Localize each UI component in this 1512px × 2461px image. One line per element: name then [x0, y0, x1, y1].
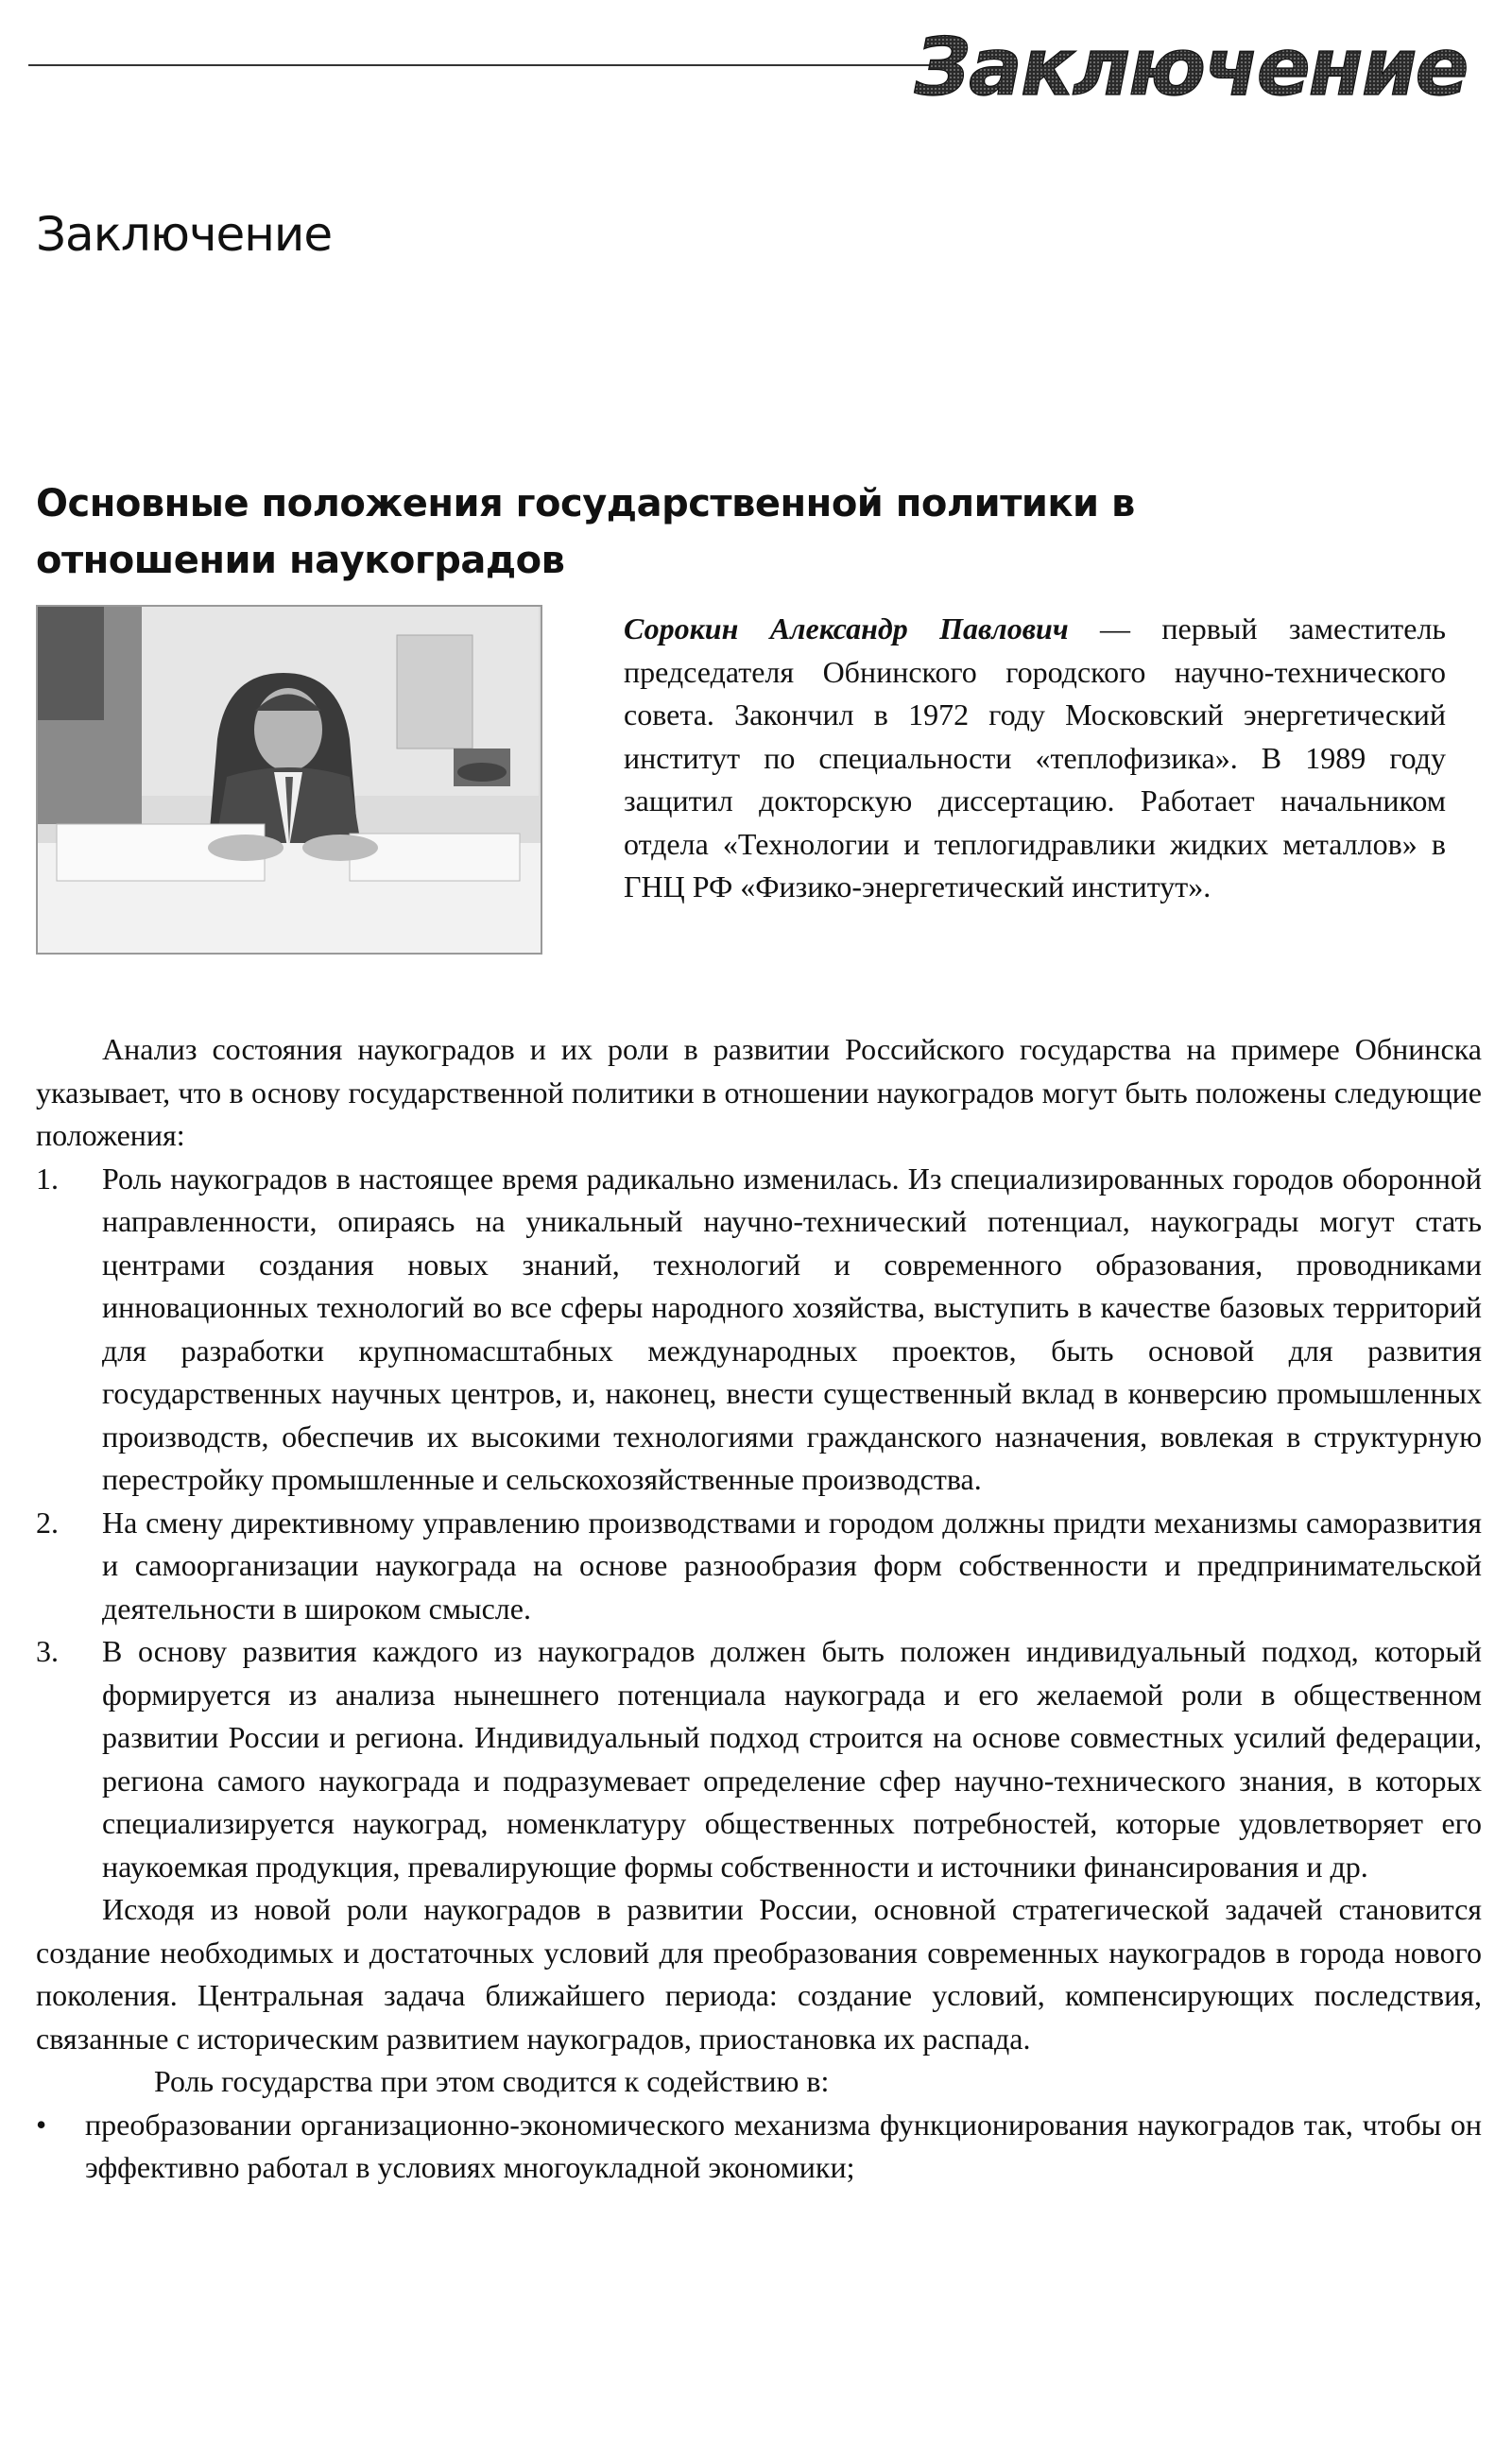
intro-paragraph: Анализ состояния наукоградов и их роли в развитии Российского государства на примере Обнинска указывает, что в основу государственной политики в отношении наукоградов могут быть положены следующие положения: — [36, 1032, 1482, 1152]
list-item — [36, 1630, 1482, 1888]
list-item-text: В основу развития каждого из наукоградов должен быть положен индивидуальный подход, который формируется из анализа нынешнего потенциала наукограда и его желаемой роли в общественном развитии России и региона. Индивидуальный подход строится на основе совместных усилий федерации, региона самого наукограда и подразумевает определение сфер научно-технического знания, в которых специализируется наукоград, номенклатуру общественных потребностей, которые удовлетворяет его наукоемкая продукция, превалирующие формы собственности и источники финансирования и др. — [102, 1634, 1482, 1884]
numbered-list — [36, 1158, 1482, 1889]
bullet-item-text: преобразовании организационно-экономического механизма функционирования наукоградов так, чтобы он эффективно работал в условиях многоукладной экономики; — [85, 2107, 1482, 2184]
list-item — [36, 1158, 1482, 1502]
header-rule — [28, 64, 936, 66]
list-item-text: Роль наукоградов в настоящее время радикально изменилась. Из специализированных городов оборонной направленности, опираясь на уникальный научно-технический потенциал, наукограды могут стать центрами создания новых знаний, технологий и современного образования, проводниками инновационных технологий во все сферы народного хозяйства, выступить в качестве базовых территорий для разработки крупномасштабных международных проектов, быть основой для развития государственных научных центров, и, наконец, внести существенный вклад в конверсию промышленных производств, обеспечив их высокими технологиями гражданского назначения, вовлекая в структурную перестройку промышленные и сельскохозяйственные производства. — [102, 1161, 1482, 1496]
bullet-marker: • — [36, 2107, 47, 2142]
list-item-number: 3. — [36, 1634, 59, 1668]
list-item — [36, 1502, 1482, 1631]
author-photo-illustration — [38, 607, 541, 953]
author-bio — [624, 608, 1446, 909]
section-title: Основные положения государственной политики в отношении наукоградов — [36, 482, 1135, 583]
author-name: Сорокин Александр Павлович — [624, 611, 1069, 645]
role-paragraph: Роль государства при этом сводится к содействию в: — [154, 2064, 830, 2098]
chapter-banner-text: Заключение — [914, 21, 1468, 113]
list-item-number: 1. — [36, 1161, 59, 1196]
author-bio-text: — первый заместитель председателя Обнинского городского научно-технического совета. Закончил в 1972 году Московский энергетический институт по специальности «теплофизика». В 1989 году защитил докторскую диссертацию. Работает начальником отдела «Технологии и теплогидравлики жидких металлов» в ГНЦ РФ «Физико-энергетический институт». — [624, 611, 1446, 904]
strategy-paragraph: Исходя из новой роли наукоградов в развитии России, основной стратегической задачей становится создание необходимых и достаточных условий для преобразования современных наукоградов в города нового поколения. Центральная задача ближайшего периода: создание условий, компенсирующих последствия, связанные с историческим развитием наукоградов, приостановка их распада. — [36, 1892, 1482, 2056]
author-photo — [36, 605, 542, 955]
list-item-text: На смену директивному управлению производствами и городом должны придти механизмы саморазвития и самоорганизации наукограда на основе разнообразия форм собственности и предпринимательской деятельности в широком смысле. — [102, 1505, 1482, 1626]
chapter-banner — [907, 8, 1474, 121]
bullet-list — [36, 2104, 1482, 2190]
bullet-item — [36, 2104, 1482, 2190]
main-body — [36, 1028, 1482, 2190]
chapter-title: Заключение — [36, 206, 333, 262]
list-item-number: 2. — [36, 1505, 59, 1540]
